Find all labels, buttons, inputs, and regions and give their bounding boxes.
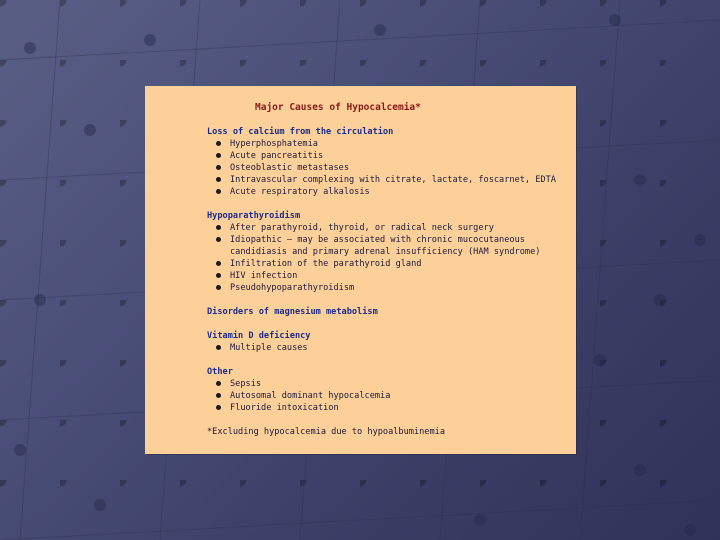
bullet-icon xyxy=(216,393,221,398)
slide-card xyxy=(145,86,576,454)
slide-title: Major Causes of Hypocalcemia* xyxy=(255,102,421,113)
section-heading: Hypoparathyroidism xyxy=(207,211,301,221)
bullet-icon xyxy=(216,273,221,278)
list-item xyxy=(207,270,567,282)
bullet-icon xyxy=(216,381,221,386)
list-item-text: Fluoride intoxication xyxy=(230,403,339,413)
list-item xyxy=(207,138,567,150)
footnote: *Excluding hypocalcemia due to hypoalbuminemia xyxy=(207,427,445,437)
section xyxy=(207,366,567,414)
list-item-text: After parathyroid, thyroid, or radical neck surgery xyxy=(230,223,494,233)
section xyxy=(207,210,567,294)
section-heading: Other xyxy=(207,367,233,377)
bullet-icon xyxy=(216,153,221,158)
list-item-text: Pseudohypoparathyroidism xyxy=(230,283,355,293)
list-item-text: Acute respiratory alkalosis xyxy=(230,187,370,197)
list-item-text: Autosomal dominant hypocalcemia xyxy=(230,391,391,401)
section xyxy=(207,306,567,318)
list-item-text: Intravascular complexing with citrate, lactate, foscarnet, EDTA xyxy=(230,175,556,185)
section-heading: Disorders of magnesium metabolism xyxy=(207,307,378,317)
bullet-icon xyxy=(216,237,221,242)
list-item-text: Sepsis xyxy=(230,379,262,389)
list-item xyxy=(207,150,567,162)
list-item xyxy=(207,222,567,234)
list-item-text: Multiple causes xyxy=(230,343,308,353)
bullet-icon xyxy=(216,189,221,194)
section-heading: Vitamin D deficiency xyxy=(207,331,311,341)
list-item xyxy=(207,402,567,414)
list-item xyxy=(207,342,567,354)
list-item xyxy=(207,162,567,174)
section-heading: Loss of calcium from the circulation xyxy=(207,127,394,137)
list-item-text: Acute pancreatitis xyxy=(230,151,324,161)
slide-content xyxy=(207,126,567,438)
list-item-text: candidiasis and primary adrenal insufficiency (HAM syndrome) xyxy=(230,247,541,257)
section xyxy=(207,330,567,354)
list-item xyxy=(207,186,567,198)
bullet-icon xyxy=(216,141,221,146)
list-item xyxy=(207,258,567,270)
bullet-icon xyxy=(216,261,221,266)
bullet-icon xyxy=(216,165,221,170)
bullet-icon xyxy=(216,405,221,410)
list-item-text: Osteoblastic metastases xyxy=(230,163,349,173)
list-item-text: Hyperphosphatemia xyxy=(230,139,318,149)
list-item xyxy=(207,282,567,294)
bullet-icon xyxy=(216,225,221,230)
list-item-text: Infiltration of the parathyroid gland xyxy=(230,259,422,269)
section xyxy=(207,126,567,198)
list-item xyxy=(207,174,567,186)
list-item xyxy=(207,234,567,258)
list-item-text: Idiopathic — may be associated with chronic mucocutaneous xyxy=(230,235,525,245)
bullet-icon xyxy=(216,285,221,290)
list-item xyxy=(207,378,567,390)
list-item xyxy=(207,390,567,402)
list-item-text: HIV infection xyxy=(230,271,298,281)
bullet-icon xyxy=(216,345,221,350)
bullet-icon xyxy=(216,177,221,182)
